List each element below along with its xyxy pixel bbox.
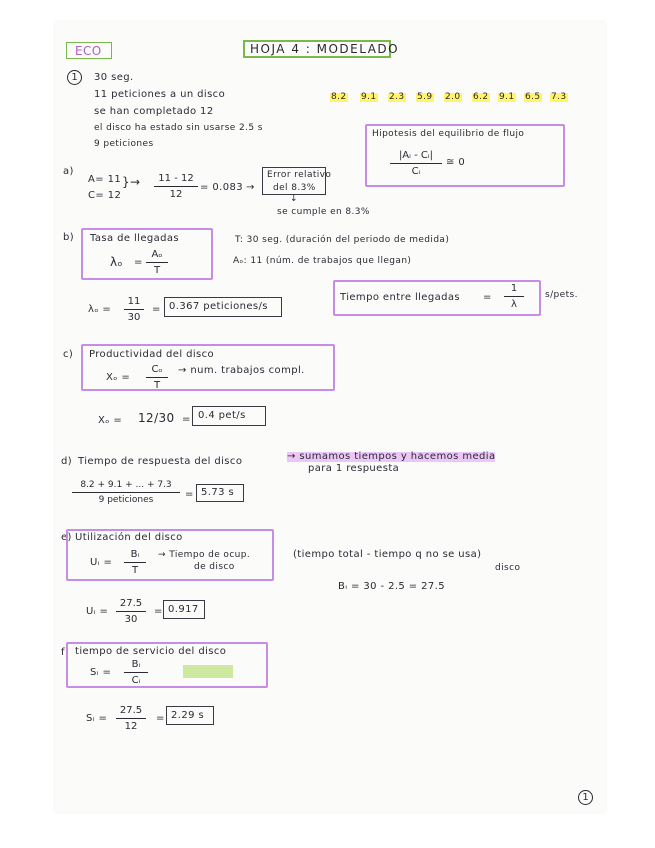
part-e-note-1: → Tiempo de ocup. (158, 550, 251, 560)
part-f-frac-num: Bᵢ (124, 659, 148, 673)
time-value: 2.0 (445, 92, 461, 102)
part-c-frac-den: T (153, 380, 161, 391)
part-e-paren-2: disco (495, 563, 521, 573)
part-d-fraction (72, 480, 180, 505)
part-a-c-value: C= 12 (88, 190, 122, 201)
time-value: 7.3 (551, 92, 567, 102)
equilibrium-fraction (390, 150, 442, 177)
part-b-a-def: Aₒ: 11 (núm. de trabajos que llegan) (233, 256, 412, 266)
brace-icon: }→ (122, 175, 141, 189)
problem-line-3: se han completado 12 (94, 106, 214, 117)
part-d-frac-num: 8.2 + 9.1 + ... + 7.3 (72, 480, 180, 493)
part-f-fraction (124, 659, 148, 686)
part-b-entre-fraction (504, 283, 524, 310)
part-c-lhs: Xₒ = (106, 372, 131, 383)
part-e-b-calc: Bᵢ = 30 - 2.5 = 27.5 (338, 581, 445, 592)
time-value: 6.2 (473, 92, 489, 102)
page-title: HOJA 4 : MODELADO (250, 42, 400, 56)
part-b-frac-num: Aₒ (146, 249, 168, 263)
part-b-calc-den: 30 (127, 312, 141, 323)
part-e-equals: = (154, 606, 163, 617)
part-e-label: e) (61, 532, 72, 543)
part-b-calc-fraction (124, 296, 144, 323)
part-b-result: 0.367 peticiones/s (169, 301, 268, 312)
part-b-entre-num: 1 (504, 283, 524, 297)
part-c-label: c) (63, 349, 74, 360)
part-e-calc-fraction (116, 598, 146, 625)
part-b-equals: = (134, 257, 143, 268)
error-line-1: Error relativo (267, 170, 332, 180)
part-e-note-2: de disco (194, 562, 235, 572)
highlight-mark (183, 665, 233, 678)
part-f-calc-lhs: Sᵢ = (86, 713, 108, 724)
part-f-frac-den: Cᵢ (131, 675, 141, 686)
arrow-down-icon: ↓ (290, 194, 298, 204)
part-f-calc-den: 12 (124, 721, 138, 732)
lambda-symbol: λₒ (110, 255, 123, 269)
part-b-equals-2: = (152, 304, 161, 315)
part-d-equals: = (185, 489, 194, 500)
part-e-title: Utilización del disco (75, 532, 183, 543)
problem-line-2: 11 peticiones a un disco (94, 89, 226, 100)
part-b-entre-unit: s/pets. (545, 290, 578, 300)
part-b-calc-lhs: λₒ = (88, 304, 112, 315)
part-e-fraction (124, 549, 146, 576)
part-a-note: se cumple en 8.3% (277, 207, 370, 217)
part-f-lhs: Sᵢ = (90, 667, 112, 678)
part-e-frac-num: Bᵢ (124, 549, 146, 563)
equilibrium-denominator: Cᵢ (411, 166, 421, 177)
part-d-note-2: para 1 respuesta (308, 463, 400, 474)
part-a-a-value: A= 11 (88, 174, 122, 185)
part-f-title: tiempo de servicio del disco (75, 646, 227, 657)
part-e-calc-lhs: Uᵢ = (86, 606, 109, 617)
part-f-calc-num: 27.5 (116, 705, 146, 719)
problem-number: 1 (67, 70, 82, 85)
part-b-fraction (146, 249, 168, 276)
error-line-2: del 8.3% (273, 183, 316, 193)
part-f-result: 2.29 s (171, 710, 205, 721)
part-b-label: b) (63, 232, 75, 243)
eco-tag: ECO (75, 44, 102, 58)
time-value: 9.1 (499, 92, 515, 102)
arrow-right-icon: → (246, 182, 255, 193)
part-b-entre-den: λ (511, 299, 517, 310)
part-c-fraction (146, 364, 168, 391)
part-c-equals: = (182, 414, 191, 425)
part-b-frac-den: T (153, 265, 161, 276)
part-a-result: = 0.083 (200, 182, 243, 193)
part-d-label: d) (61, 456, 73, 467)
part-f-calc-fraction (116, 705, 146, 732)
time-value: 8.2 (331, 92, 347, 102)
time-value: 6.5 (525, 92, 541, 102)
equilibrium-numerator: |Aᵢ - Cᵢ| (390, 150, 442, 164)
part-d-result: 5.73 s (201, 487, 235, 498)
part-c-result: 0.4 pet/s (198, 410, 246, 421)
part-b-calc-num: 11 (124, 296, 144, 310)
problem-line-5: 9 peticiones (94, 139, 154, 149)
time-value: 9.1 (361, 92, 377, 102)
part-a-fraction (154, 173, 198, 200)
part-c-calc-lhs: Xₒ = (98, 415, 123, 426)
part-b-t-def: T: 30 seg. (duración del periodo de medida) (235, 235, 450, 245)
page-number: 1 (578, 790, 593, 805)
part-b-title: Tasa de llegadas (90, 233, 180, 244)
part-b-entre-equals: = (483, 292, 492, 303)
part-e-frac-den: T (131, 565, 139, 576)
part-c-title: Productividad del disco (89, 349, 215, 360)
part-d-note-1: → sumamos tiempos y hacemos media (287, 451, 496, 462)
part-d-title: Tiempo de respuesta del disco (78, 456, 243, 467)
part-e-calc-den: 30 (124, 614, 138, 625)
problem-line-1: 30 seg. (94, 72, 134, 83)
time-value: 5.9 (417, 92, 433, 102)
part-c-calc-val: 12/30 (138, 411, 175, 425)
part-f-equals: = (156, 713, 165, 724)
equilibrium-title: Hipotesis del equilibrio de flujo (372, 129, 525, 139)
part-f-label: f) (61, 647, 70, 658)
part-a-frac-num: 11 - 12 (154, 173, 198, 187)
part-c-note: → num. trabajos compl. (178, 365, 305, 376)
part-e-calc-num: 27.5 (116, 598, 146, 612)
part-e-result: 0.917 (168, 604, 199, 615)
equilibrium-approx: ≅ 0 (446, 157, 466, 168)
problem-line-4: el disco ha estado sin usarse 2.5 s (94, 123, 263, 133)
part-b-entre-title: Tiempo entre llegadas (340, 292, 461, 303)
part-a-label: a) (63, 166, 74, 177)
time-value: 2.3 (389, 92, 405, 102)
part-c-frac-num: Cₒ (146, 364, 168, 378)
part-a-frac-den: 12 (169, 189, 183, 200)
part-e-paren-1: (tiempo total - tiempo q no se usa) (293, 549, 482, 560)
part-e-lhs: Uᵢ = (90, 557, 113, 568)
part-d-frac-den: 9 peticiones (98, 495, 154, 505)
